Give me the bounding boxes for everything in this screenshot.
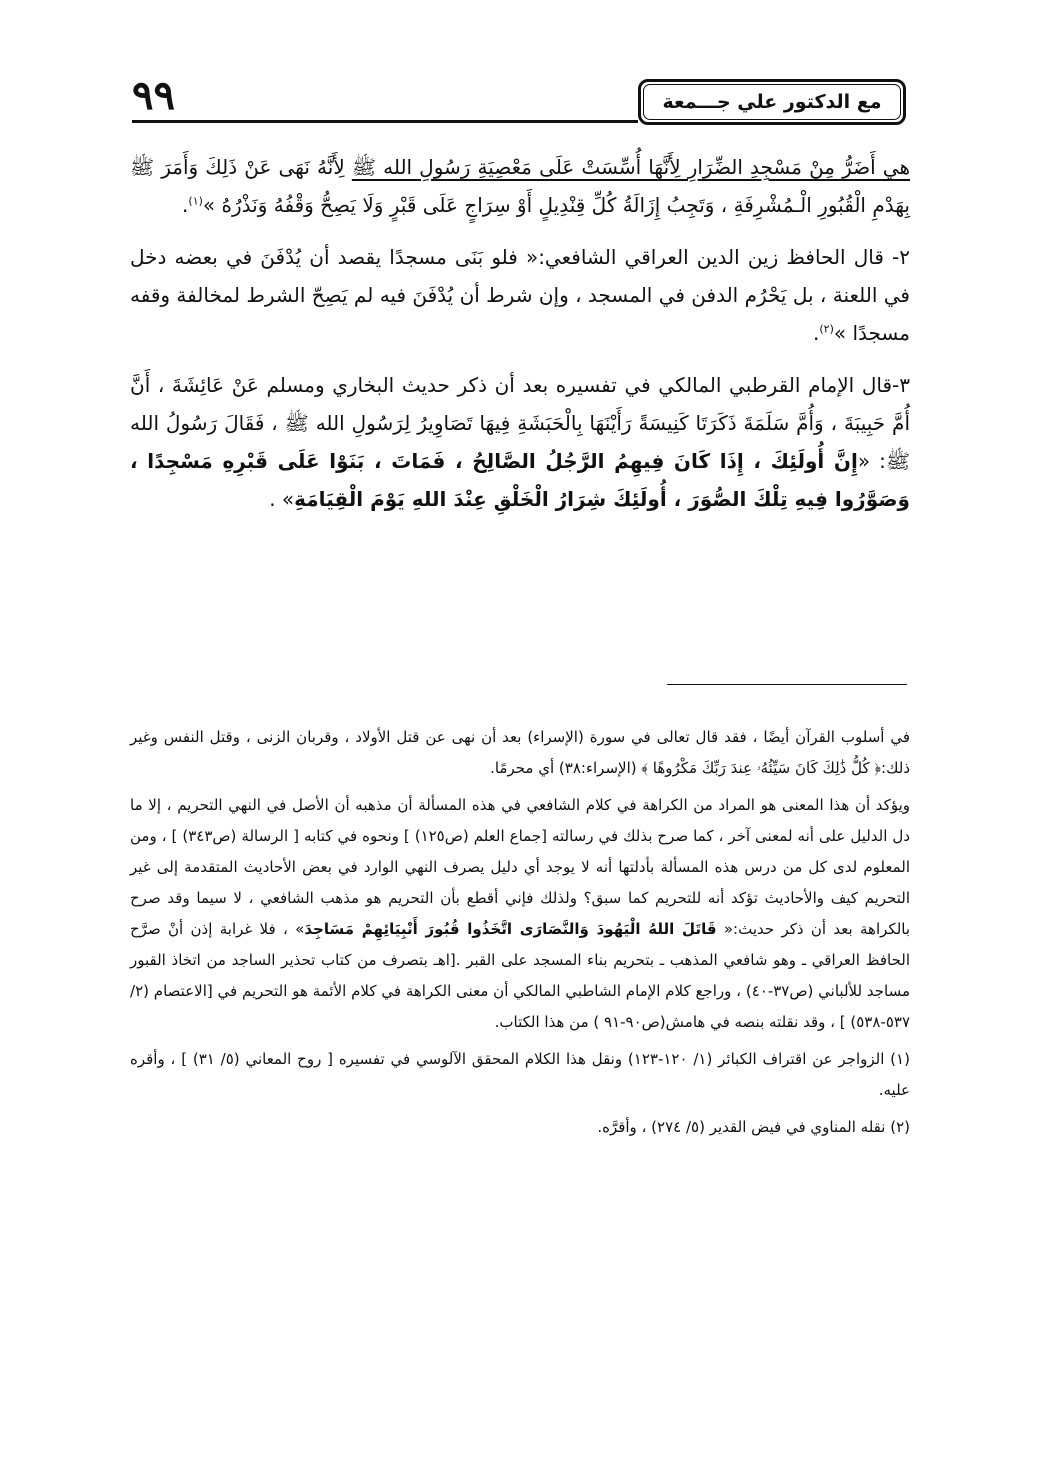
paragraph-3-end: » . bbox=[269, 487, 295, 511]
footnote-continuation-1: في أسلوب القرآن أيضًا ، فقد قال تعالى في سورة (الإسراء) بعد أن نهى عن قتل الأولاد ، وقربان الزنى ، وقتل النفس وغير ذلك:﴿ كُلُّ ذَٰلِكَ كَانَ سَيِّئُهُۥ عِندَ رَبِّكَ مَكْرُوهًا ﴾ (الإسراء:٣٨) أي محرمًا. bbox=[130, 728, 910, 777]
header-rule bbox=[132, 120, 638, 123]
footnotes bbox=[130, 722, 910, 1149]
footnote-continuation-2 bbox=[130, 790, 910, 1038]
footnote-continuation-2-b: » ، فلا غرابة إذن أنْ صرَّح الحافظ العراقي ـ وهو شافعي المذهب ـ بتحريم بناء المسجد على القبر .[اهـ بتصرف من كتاب تحذير الساجد من اتخاذ القبور مساجد للألباني (ص٣٧-٤٠) ، وراجع كلام الإمام الشاطبي المالكي أن معنى الكراهة في كلام الأئمة هو التحريم في [الاعتصام (٢/ ٥٣٧-٥٣٨) ] ، وقد نقلته بنصه في هامش(ص٩٠-٩١ ) من هذا الكتاب. bbox=[130, 920, 910, 1031]
page-number: ٩٩ bbox=[132, 72, 175, 119]
footnote-divider bbox=[667, 684, 907, 685]
paragraph-1-end: . bbox=[182, 193, 189, 217]
header-frame-inner bbox=[643, 84, 901, 120]
underlined-quote: هي أَضَرُّ مِنْ مَسْجِدِ الضِّرَارِ لِأَنَّهَا أُسِّسَتْ عَلَى مَعْصِيَةِ رَسُولِ الله ﷺ bbox=[351, 155, 910, 179]
paragraph-1-text: لِأَنَّهُ نَهَى عَنْ ذَلِكَ وَأَمَرَ ﷺ بِهَدْمِ الْقُبُورِ الْـمُشْرِفَةِ ، وَتَجِبُ إِزَالَةُ كُلِّ قِنْدِيلٍ أَوْ سِرَاجٍ عَلَى قَبْرٍ وَلَا يَصِحُّ وَقْفُهُ وَنَذْرُهُ » bbox=[130, 155, 910, 217]
paragraph-2-text: ٢- قال الحافظ زين الدين العراقي الشافعي:« فلو بَنَى مسجدًا يقصد أن يُدْفَنَ في بعضه دخل في اللعنة ، بل يَحْرُم الدفن في المسجد ، وإن شرط أن يُدْفَنَ فيه لم يَصِحّ الشرط لمخالفة وقفه مسجدًا » bbox=[130, 245, 910, 345]
footnote-ref-1[interactable]: (١) bbox=[188, 194, 203, 208]
paragraph-3-intro: ٣-قال الإمام القرطبي المالكي في تفسيره بعد أن ذكر حديث البخاري ومسلم عَنْ عَائِشَةَ ، أَنَّ أُمَّ حَبِيبَةَ ، وَأُمَّ سَلَمَةَ ذَكَرَتَا كَنِيسَةً رَأَيْنَهَا بِالْحَبَشَةِ فِيهَا تَصَاوِيرُ لِرَسُولِ الله ﷺ ، فَقَالَ رَسُولُ الله ﷺ: « bbox=[130, 373, 910, 473]
main-text bbox=[130, 148, 910, 532]
paragraph-1 bbox=[130, 148, 910, 224]
paragraph-2 bbox=[130, 238, 910, 352]
running-header bbox=[638, 79, 906, 125]
footnote-ref-2[interactable]: (٢) bbox=[819, 322, 834, 336]
footnote-hadith: قَاتَلَ اللهُ الْيَهُودَ وَالنَّصَارَى اتَّخَذُوا قُبُورَ أَنْبِيَائِهِمْ مَسَاجِدَ bbox=[304, 920, 717, 938]
hadith-text: إِنَّ أُولَئِكَ ، إِذَا كَانَ فِيهِمُ الرَّجُلُ الصَّالِحُ ، فَمَاتَ ، بَنَوْا عَلَى قَبْرِهِ مَسْجِدًا ، وَصَوَّرُوا فِيهِ تِلْكَ الصُّوَرَ ، أُولَئِكَ شِرَارُ الْخَلْقِ عِنْدَ اللهِ يَوْمَ الْقِيَامَةِ bbox=[130, 449, 910, 511]
footnote-continuation-2-a: ويؤكد أن هذا المعنى هو المراد من الكراهة في كلام الشافعي في هذه المسألة أن مذهبه أن الأصل في النهي التحريم ، إلا ما دل الدليل على أنه لمعنى آخر ، كما صرح بذلك في رسالته [جماع العلم (ص١٢٥) ] ونحوه في كتابه [ الرسالة (ص٣٤٣) ] ، ومن المعلوم لدى كل من درس هذه المسألة بأدلتها أنه لا يوجد أي دليل يصرف النهي الوارد في بعض الأحاديث المتقدمة إلى غير التحريم كيف والأحاديث تؤكد أنه للتحريم كما سبق؟ ولذلك فإني أقطع بأن التحريم هو مذهب الشافعي ، لا سيما وقد صرح بالكراهة بعد أن ذكر حديث:« bbox=[130, 796, 911, 938]
book-title: مع الدكتور علي جـــمعة bbox=[662, 91, 882, 113]
footnote-2: (٢) نقله المناوي في فيض القدير (٥/ ٢٧٤) ، وأقرَّه. bbox=[597, 1118, 910, 1136]
footnote-1: (١) الزواجر عن اقتراف الكبائر (١/ ١٢٠-١٢٣) ونقل هذا الكلام المحقق الآلوسي في تفسيره [ روح المعاني (٥/ ٣١) ] ، وأقره عليه. bbox=[130, 1050, 910, 1099]
paragraph-2-end: . bbox=[813, 321, 820, 345]
paragraph-3 bbox=[130, 366, 910, 518]
